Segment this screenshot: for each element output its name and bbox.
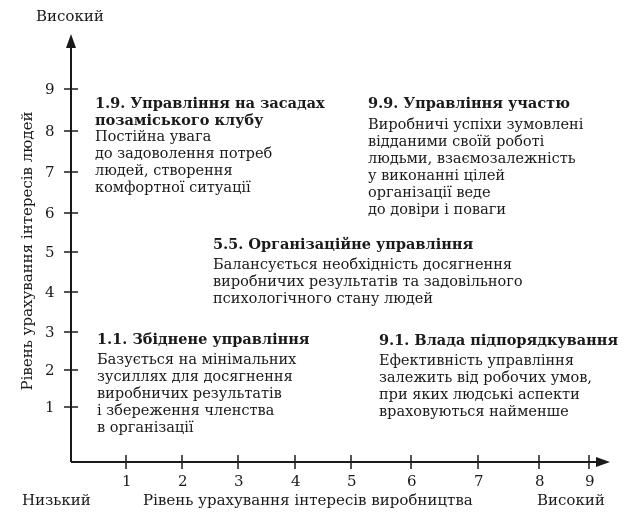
x-tick-label: 2 [178,472,188,490]
style-text-1-9: Постійна увага до задоволення потреб людей, створення комфортної ситуації [95,129,273,196]
x-axis-high-label: Високий [537,491,605,509]
style-block-9-9 [368,95,583,219]
y-tick-label: 9 [45,80,55,98]
x-tick-label: 8 [535,472,545,490]
y-tick-label: 2 [45,361,55,379]
y-tick-label: 1 [45,398,55,416]
y-tick-label: 5 [45,243,55,261]
y-tick-label: 4 [45,283,55,301]
style-title-9-1: 9.1. Влада підпорядкування [379,332,619,349]
x-tick-label: 3 [234,472,244,490]
style-title-1-9: 1.9. Управління на засадах позаміського клубу [95,95,325,129]
x-tick-label: 5 [347,472,357,490]
x-axis-arrow [596,457,610,467]
y-tick-label: 3 [45,323,55,341]
x-tick-label: 9 [585,472,595,490]
style-text-9-9: Виробничі успіхи зумовлені відданими своїй роботі людьми, взаємозалежність у виконанні цілей організації веде до довіри і поваги [368,117,584,218]
style-text-9-1: Ефективність управління залежить від робочих умов, при яких людські аспекти враховуються найменше [379,353,593,420]
style-block-5-5 [213,236,523,308]
style-text-5-5: Балансується необхідність досягнення виробничих результатів та задовільного психологічного стану людей [213,257,523,307]
x-tick-label: 6 [407,472,417,490]
y-tick-label: 8 [45,122,55,140]
y-tick-label: 6 [45,204,55,222]
style-title-5-5: 5.5. Організаційне управління [213,236,474,253]
y-tick-label: 7 [45,163,55,181]
x-tick-label: 1 [122,472,132,490]
x-axis-title: Рівень урахування інтересів виробництва [143,491,473,509]
x-tick-label: 7 [474,472,484,490]
style-title-9-9: 9.9. Управління участю [368,95,571,112]
style-text-1-1: Базується на мінімальних зусиллях для досягнення виробничих результатів і збереження членства в організації [97,352,297,436]
x-axis-low-label: Низький [22,491,91,509]
style-title-1-1: 1.1. Збіднене управління [97,331,310,348]
style-block-9-1 [379,332,618,421]
style-block-1-1 [97,331,310,437]
y-axis-arrow [66,34,76,48]
x-tick-label: 4 [291,472,301,490]
style-block-1-9 [95,95,325,197]
y-axis-high-label: Високий [36,7,104,25]
